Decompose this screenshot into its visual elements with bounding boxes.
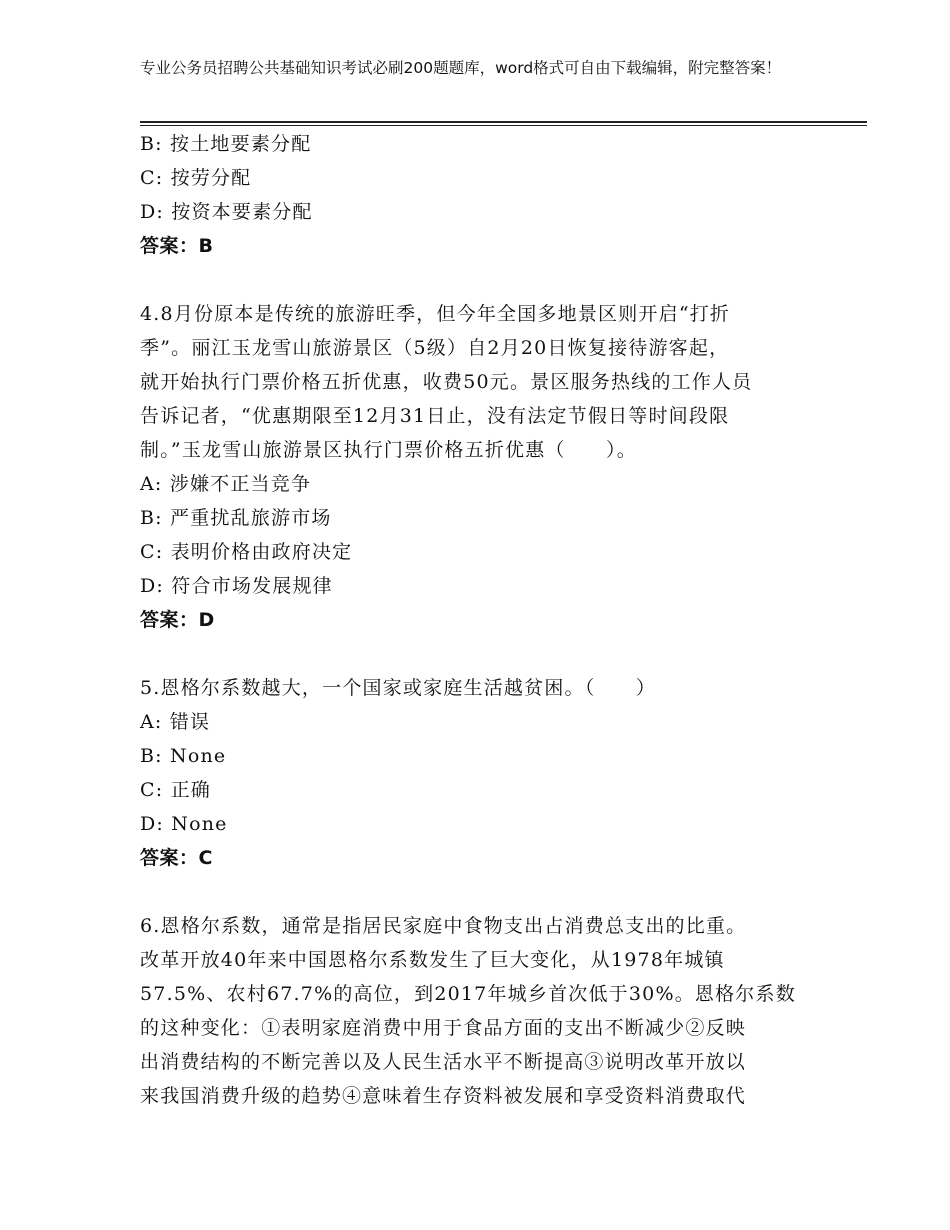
option-b: B: 按土地要素分配 bbox=[140, 133, 312, 155]
question-4 bbox=[140, 297, 810, 637]
option-c: C: 表明价格由政府决定 bbox=[140, 541, 353, 563]
option-c: C: 按劳分配 bbox=[140, 167, 252, 189]
spacer bbox=[140, 637, 810, 671]
spacer bbox=[140, 263, 810, 297]
answer-label: 答案：B bbox=[140, 235, 214, 257]
spacer bbox=[140, 875, 810, 909]
question-stem: 5.恩格尔系数越大，一个国家或家庭生活越贫困。（ ） bbox=[140, 677, 657, 699]
question-6 bbox=[140, 909, 810, 1113]
page-header bbox=[140, 57, 840, 80]
question-3-tail bbox=[140, 127, 810, 263]
question-stem-line: 6.恩格尔系数，通常是指居民家庭中食物支出占消费总支出的比重。 bbox=[140, 915, 747, 937]
header-divider-thick bbox=[140, 121, 867, 123]
answer-label: 答案：D bbox=[140, 609, 215, 631]
document-body bbox=[140, 127, 810, 1113]
option-a: A: 涉嫌不正当竞争 bbox=[140, 473, 312, 495]
header-title: 专业公务员招聘公共基础知识考试必刷200题题库，word格式可自由下载编辑，附完整答案！ bbox=[140, 59, 782, 77]
answer-label: 答案：C bbox=[140, 847, 213, 869]
header-divider-thin bbox=[140, 125, 867, 126]
question-stem-line: 的这种变化：①表明家庭消费中用于食品方面的支出不断减少②反映 bbox=[140, 1017, 747, 1039]
option-c: C: 正确 bbox=[140, 779, 211, 801]
option-d: D: 符合市场发展规律 bbox=[140, 575, 333, 597]
question-stem-line: 来我国消费升级的趋势④意味着生存资料被发展和享受资料消费取代 bbox=[140, 1085, 747, 1107]
option-a: A: 错误 bbox=[140, 711, 211, 733]
question-stem-line: 4.8月份原本是传统的旅游旺季，但今年全国多地景区则开启“打折 bbox=[140, 303, 731, 325]
option-b: B: 严重扰乱旅游市场 bbox=[140, 507, 332, 529]
question-stem-line: 57.5%、农村67.7%的高位，到2017年城乡首次低于30%。恩格尔系数 bbox=[140, 983, 796, 1005]
question-stem-line: 告诉记者，“优惠期限至12月31日止，没有法定节假日等时间段限 bbox=[140, 405, 730, 427]
question-stem-line: 季”。丽江玉龙雪山旅游景区（5级）自2月20日恢复接待游客起， bbox=[140, 337, 730, 359]
option-b: B: None bbox=[140, 745, 227, 767]
question-5 bbox=[140, 671, 810, 875]
question-stem-line: 制。”玉龙雪山旅游景区执行门票价格五折优惠（ ）。 bbox=[140, 439, 637, 461]
option-d: D: None bbox=[140, 813, 228, 835]
question-stem-line: 就开始执行门票价格五折优惠，收费50元。景区服务热线的工作人员 bbox=[140, 371, 753, 393]
question-stem-line: 出消费结构的不断完善以及人民生活水平不断提高③说明改革开放以 bbox=[140, 1051, 747, 1073]
question-stem-line: 改革开放40年来中国恩格尔系数发生了巨大变化，从1978年城镇 bbox=[140, 949, 725, 971]
option-d: D: 按资本要素分配 bbox=[140, 201, 313, 223]
